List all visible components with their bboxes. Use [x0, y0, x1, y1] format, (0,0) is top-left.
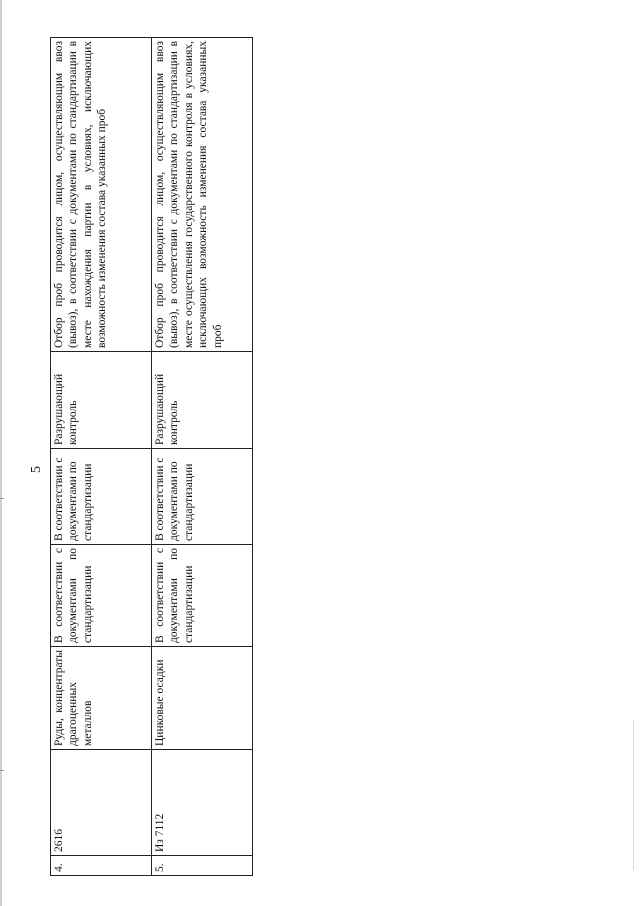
- sampling-method: В соответствии с документами по стандартизации: [152, 449, 253, 545]
- scan-edge: [633, 720, 634, 870]
- control-type: Разрушающий контроль: [51, 352, 152, 449]
- control-type: Разрушающий контроль: [152, 352, 253, 449]
- page-number: 5: [29, 466, 44, 473]
- sampling-conditions: Отбор проб проводится лицом, осуществляющим ввоз (вывоз), в соответствии с документами по стандартизации в месте осуществления государственного контроля в условиях, исключающих возможность изменения состава указанных проб: [152, 38, 253, 352]
- sampling-place: В соответствии с документами по стандартизации: [51, 545, 152, 647]
- rotated-page: [30, 36, 266, 876]
- document-table: [50, 37, 253, 876]
- sampling-method: В соответствии с документами по стандартизации: [51, 449, 152, 545]
- scan-mark: [0, 498, 4, 499]
- sampling-place: В соответствии с документами по стандартизации: [152, 545, 253, 647]
- table-row: [152, 38, 253, 876]
- product-name: Руды, концентраты драгоценных металлов: [51, 647, 152, 750]
- row-number: 5.: [152, 856, 253, 876]
- product-name: Цинковые осадки: [152, 647, 253, 750]
- tnved-code: Из 7112: [152, 750, 253, 856]
- sampling-conditions: Отбор проб проводится лицом, осуществляющим ввоз (вывоз), в соответствии с документами по стандартизации в месте нахождения партии в условиях, исключающих возможность изменения состава указанных проб: [51, 38, 152, 352]
- tnved-code: 2616: [51, 750, 152, 856]
- scan-mark: [0, 770, 4, 771]
- table-row: [51, 38, 152, 876]
- row-number: 4.: [51, 856, 152, 876]
